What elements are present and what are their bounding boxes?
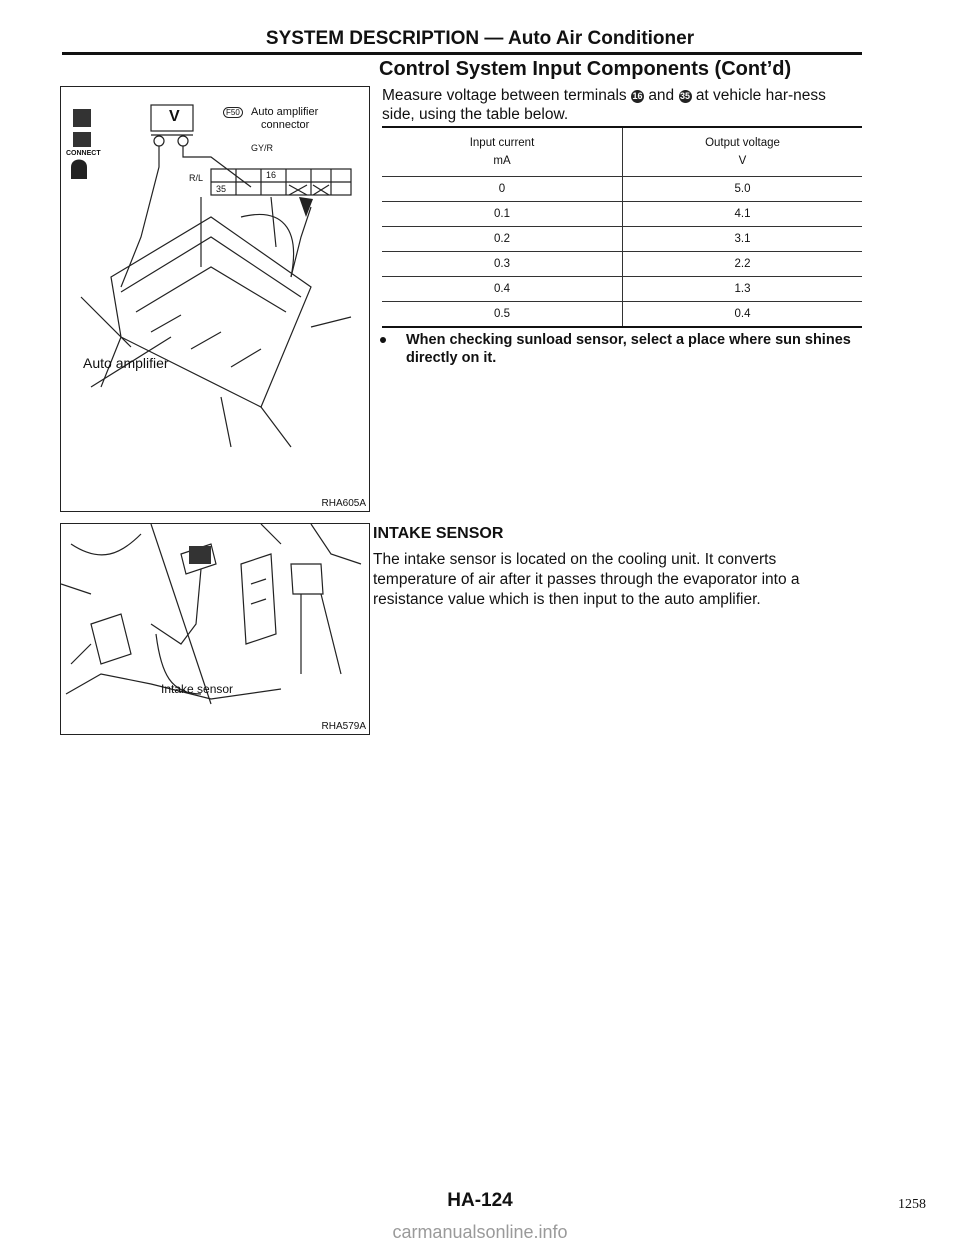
auto-amplifier-label: Auto amplifier (83, 355, 169, 371)
connector-label-1: Auto amplifier (251, 106, 319, 118)
connect-label: CONNECT (66, 150, 101, 157)
intake-sensor-illustration (61, 524, 369, 734)
auto-amplifier-illustration (61, 87, 369, 511)
connector-code: F50 (223, 107, 243, 118)
table-cell: 0.1 (382, 202, 623, 227)
intro-text-b: and (648, 87, 675, 104)
header-rule (62, 52, 862, 55)
table-cell: 0.3 (382, 252, 623, 277)
terminal-35-badge: 35 (679, 91, 690, 101)
table-cell: 0.4 (623, 302, 863, 328)
bullet-icon (380, 337, 386, 343)
figure-id: RHA579A (321, 721, 366, 732)
table-row (382, 202, 862, 227)
figure-id: RHA605A (321, 498, 366, 509)
intake-sensor-title: INTAKE SENSOR (373, 525, 504, 542)
table-cell: 0 (382, 177, 623, 202)
table-cell: 2.2 (623, 252, 863, 277)
table-row (382, 227, 862, 252)
section-title: Control System Input Components (Cont’d) (379, 58, 792, 80)
table-cell: 0.5 (382, 302, 623, 328)
intro-paragraph (382, 86, 862, 124)
table-row (382, 177, 862, 202)
table-header-output-voltage: Output voltage V (623, 127, 863, 177)
bullet-text: When checking sunload sensor, select a place where sun shines directly on it. (406, 332, 851, 366)
table-row (382, 277, 862, 302)
page-code: HA-124 (447, 1190, 513, 1211)
voltmeter-label: V (169, 108, 180, 125)
wire-label-2: R/L (189, 173, 204, 183)
intro-text-c: at vehicle har-ness side, using the table below. (382, 87, 826, 123)
page-number: 1258 (898, 1197, 926, 1212)
table-row (382, 252, 862, 277)
table-cell: 3.1 (623, 227, 863, 252)
page-header-title: SYSTEM DESCRIPTION — Auto Air Conditioner (265, 28, 695, 49)
table-header-input-current: Input current mA (382, 127, 623, 177)
terminal-16-badge: 16 (632, 91, 643, 101)
voltage-table (382, 126, 862, 328)
bullet-note (382, 331, 864, 367)
footer-website: carmanualsonline.info (392, 1222, 568, 1242)
intake-sensor-figure (60, 523, 370, 735)
table-cell: 0.4 (382, 277, 623, 302)
intro-text-a: Measure voltage between terminals (382, 87, 627, 104)
pin-label-2: 35 (216, 184, 227, 194)
table-header-row (382, 127, 862, 177)
table-row (382, 302, 862, 328)
intake-sensor-label: Intake sensor (161, 682, 234, 696)
connector-label-2: connector (261, 119, 310, 131)
intake-sensor-text: The intake sensor is located on the cooling unit. It converts temperature of air after it passes through the evaporator into a resistance value which is then input to the auto amplifier. (373, 551, 800, 608)
table-cell: 4.1 (623, 202, 863, 227)
table-cell: 1.3 (623, 277, 863, 302)
table-cell: 0.2 (382, 227, 623, 252)
table-cell: 5.0 (623, 177, 863, 202)
pin-label-1: 16 (266, 170, 277, 180)
auto-amplifier-figure (60, 86, 370, 512)
wire-label-1: GY/R (251, 143, 274, 153)
